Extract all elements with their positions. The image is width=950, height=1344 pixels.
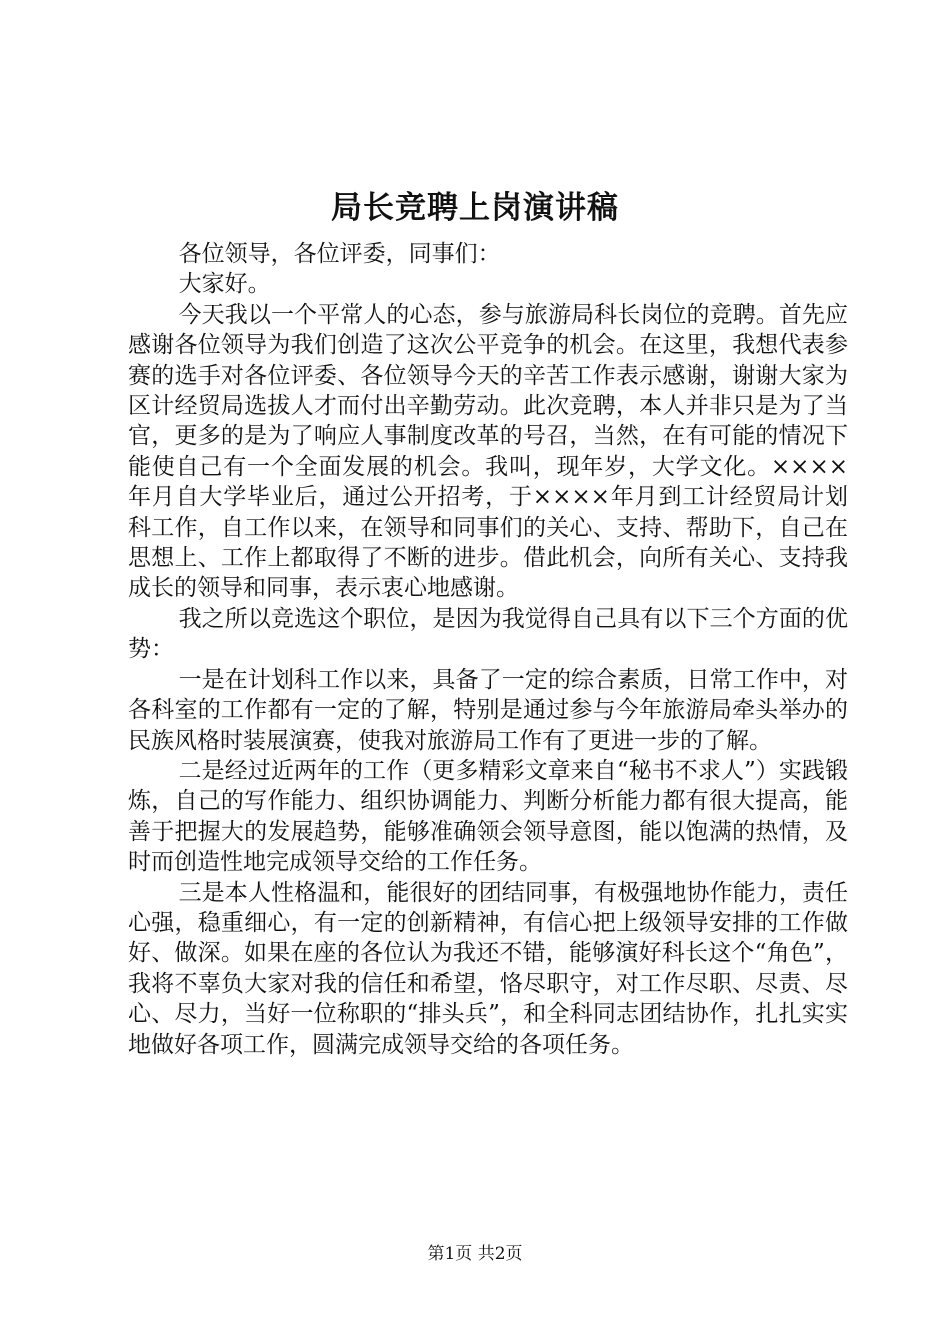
introduction-paragraph: 今天我以一个平常人的心态，参与旅游局科长岗位的竞聘。首先应感谢各位领导为我们创造了这次公平竞争的机会。在这里，我想代表参赛的选手对各位评委、各位领导今天的辛苦工作表示感谢，谢谢大家为区计经贸局选拔人才而付出辛勤劳动。此次竞聘，本人并非只是为了当官，更多的是为了响应人事制度改革的号召，当然，在有可能的情况下能使自己有一个全面发展的机会。我叫，现年岁，大学文化。××××年月自大学毕业后，通过公开招考，于××××年月到工计经贸局计划科工作，自工作以来，在领导和同事们的关心、支持、帮助下，自己在思想上、工作上都取得了不断的进步。借此机会，向所有关心、支持我成长的领导和同事，表示衷心地感谢。	[128, 301, 848, 602]
advantage-one-paragraph: 一是在计划科工作以来，具备了一定的综合素质，日常工作中，对各科室的工作都有一定的了解，特别是通过参与今年旅游局牵头举办的民族风格时装展演赛，使我对旅游局工作有了更进一步的了解。	[128, 666, 848, 754]
advantages-intro-paragraph: 我之所以竞选这个职位，是因为我觉得自己具有以下三个方面的优势：	[128, 605, 848, 663]
advantage-two-paragraph: 二是经过近两年的工作（更多精彩文章来自“秘书不求人”）实践锻炼，自己的写作能力、组织协调能力、判断分析能力都有很大提高，能善于把握大的发展趋势，能够准确领会领导意图，能以饱满的热情，及时而创造性地完成领导交给的工作任务。	[128, 757, 848, 876]
greeting-paragraph: 大家好。	[178, 271, 271, 298]
salutation-paragraph: 各位领导，各位评委，同事们：	[178, 241, 501, 267]
advantage-three-paragraph: 三是本人性格温和，能很好的团结同事，有极强地协作能力，责任心强，稳重细心，有一定的创新精神，有信心把上级领导安排的工作做好、做深。如果在座的各位认为我还不错，能够演好科长这个“角色”，我将不辜负大家对我的信任和希望，恪尽职守，对工作尽职、尽责、尽心、尽力，当好一位称职的“排头兵”，和全科同志团结协作，扎扎实实地做好各项工作，圆满完成领导交给的各项任务。	[128, 879, 848, 1058]
page-number-footer: 第1页 共2页	[427, 1244, 523, 1264]
document-body	[128, 239, 848, 1060]
document-title: 局长竞聘上岗演讲稿	[331, 190, 619, 226]
